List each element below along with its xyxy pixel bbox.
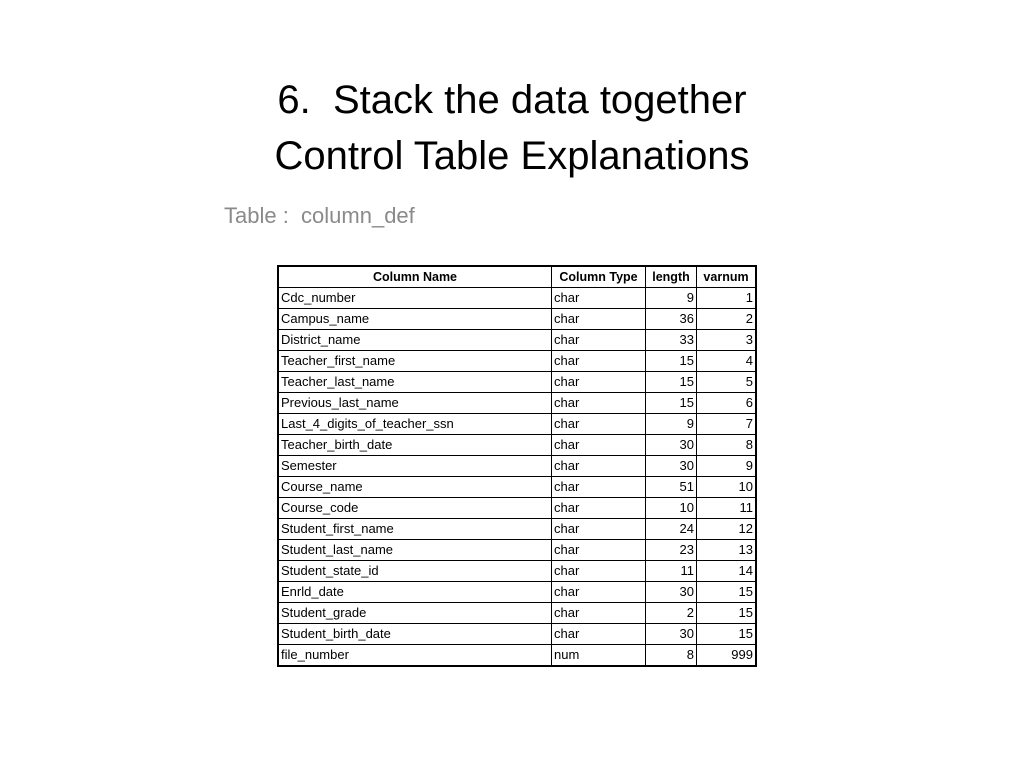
table-row bbox=[278, 624, 756, 645]
table-row bbox=[278, 414, 756, 435]
cell-column-name: Student_last_name bbox=[278, 540, 552, 561]
cell-column-type: char bbox=[552, 582, 646, 603]
cell-column-type: char bbox=[552, 435, 646, 456]
table-header-row bbox=[278, 266, 756, 288]
slide-title bbox=[0, 72, 1024, 184]
cell-varnum: 12 bbox=[697, 519, 757, 540]
cell-column-name: Student_state_id bbox=[278, 561, 552, 582]
cell-length: 51 bbox=[646, 477, 697, 498]
cell-column-type: char bbox=[552, 603, 646, 624]
table-row bbox=[278, 288, 756, 309]
title-line-1: 6. Stack the data together bbox=[277, 78, 747, 122]
cell-column-type: char bbox=[552, 456, 646, 477]
table-row bbox=[278, 393, 756, 414]
cell-column-type: char bbox=[552, 414, 646, 435]
cell-column-type: num bbox=[552, 645, 646, 667]
cell-column-name: Course_name bbox=[278, 477, 552, 498]
table-row bbox=[278, 519, 756, 540]
table-row bbox=[278, 498, 756, 519]
cell-varnum: 15 bbox=[697, 624, 757, 645]
cell-column-type: char bbox=[552, 561, 646, 582]
header-column-name: Column Name bbox=[278, 266, 552, 288]
cell-column-type: char bbox=[552, 393, 646, 414]
cell-length: 9 bbox=[646, 288, 697, 309]
cell-column-name: Semester bbox=[278, 456, 552, 477]
cell-column-type: char bbox=[552, 288, 646, 309]
table-row bbox=[278, 435, 756, 456]
table-row bbox=[278, 603, 756, 624]
cell-column-type: char bbox=[552, 498, 646, 519]
cell-column-name: Student_grade bbox=[278, 603, 552, 624]
cell-length: 11 bbox=[646, 561, 697, 582]
table-row bbox=[278, 540, 756, 561]
table-row bbox=[278, 372, 756, 393]
cell-column-name: Last_4_digits_of_teacher_ssn bbox=[278, 414, 552, 435]
cell-varnum: 5 bbox=[697, 372, 757, 393]
title-line-2: Control Table Explanations bbox=[274, 134, 750, 178]
cell-column-type: char bbox=[552, 624, 646, 645]
cell-column-name: Teacher_first_name bbox=[278, 351, 552, 372]
cell-length: 30 bbox=[646, 435, 697, 456]
cell-column-type: char bbox=[552, 330, 646, 351]
table-row bbox=[278, 477, 756, 498]
cell-length: 8 bbox=[646, 645, 697, 667]
cell-length: 33 bbox=[646, 330, 697, 351]
cell-varnum: 9 bbox=[697, 456, 757, 477]
cell-varnum: 11 bbox=[697, 498, 757, 519]
cell-length: 36 bbox=[646, 309, 697, 330]
cell-varnum: 13 bbox=[697, 540, 757, 561]
cell-column-name: Student_first_name bbox=[278, 519, 552, 540]
cell-varnum: 6 bbox=[697, 393, 757, 414]
cell-varnum: 7 bbox=[697, 414, 757, 435]
cell-column-name: Teacher_last_name bbox=[278, 372, 552, 393]
header-length: length bbox=[646, 266, 697, 288]
cell-column-name: Enrld_date bbox=[278, 582, 552, 603]
header-varnum: varnum bbox=[697, 266, 757, 288]
cell-column-type: char bbox=[552, 519, 646, 540]
cell-varnum: 1 bbox=[697, 288, 757, 309]
cell-varnum: 3 bbox=[697, 330, 757, 351]
cell-column-type: char bbox=[552, 351, 646, 372]
cell-column-name: Campus_name bbox=[278, 309, 552, 330]
table-name-label: Table : column_def bbox=[224, 203, 415, 228]
cell-column-name: District_name bbox=[278, 330, 552, 351]
cell-length: 2 bbox=[646, 603, 697, 624]
cell-column-type: char bbox=[552, 372, 646, 393]
cell-varnum: 10 bbox=[697, 477, 757, 498]
cell-length: 15 bbox=[646, 393, 697, 414]
cell-varnum: 2 bbox=[697, 309, 757, 330]
table-row bbox=[278, 582, 756, 603]
cell-column-name: file_number bbox=[278, 645, 552, 667]
header-column-type: Column Type bbox=[552, 266, 646, 288]
cell-length: 24 bbox=[646, 519, 697, 540]
cell-length: 9 bbox=[646, 414, 697, 435]
table-body bbox=[278, 288, 756, 667]
cell-length: 15 bbox=[646, 372, 697, 393]
cell-column-name: Course_code bbox=[278, 498, 552, 519]
cell-column-type: char bbox=[552, 540, 646, 561]
cell-varnum: 4 bbox=[697, 351, 757, 372]
table-row bbox=[278, 330, 756, 351]
cell-length: 30 bbox=[646, 624, 697, 645]
cell-column-name: Cdc_number bbox=[278, 288, 552, 309]
cell-column-name: Student_birth_date bbox=[278, 624, 552, 645]
cell-length: 30 bbox=[646, 582, 697, 603]
cell-length: 15 bbox=[646, 351, 697, 372]
cell-column-name: Teacher_birth_date bbox=[278, 435, 552, 456]
table-row bbox=[278, 456, 756, 477]
cell-varnum: 999 bbox=[697, 645, 757, 667]
cell-column-type: char bbox=[552, 477, 646, 498]
cell-varnum: 14 bbox=[697, 561, 757, 582]
table-row bbox=[278, 309, 756, 330]
cell-column-type: char bbox=[552, 309, 646, 330]
cell-length: 10 bbox=[646, 498, 697, 519]
table-row bbox=[278, 351, 756, 372]
cell-length: 30 bbox=[646, 456, 697, 477]
column-def-table bbox=[277, 265, 757, 667]
table-row bbox=[278, 561, 756, 582]
cell-varnum: 8 bbox=[697, 435, 757, 456]
table-row bbox=[278, 645, 756, 667]
cell-length: 23 bbox=[646, 540, 697, 561]
cell-column-name: Previous_last_name bbox=[278, 393, 552, 414]
cell-varnum: 15 bbox=[697, 603, 757, 624]
cell-varnum: 15 bbox=[697, 582, 757, 603]
